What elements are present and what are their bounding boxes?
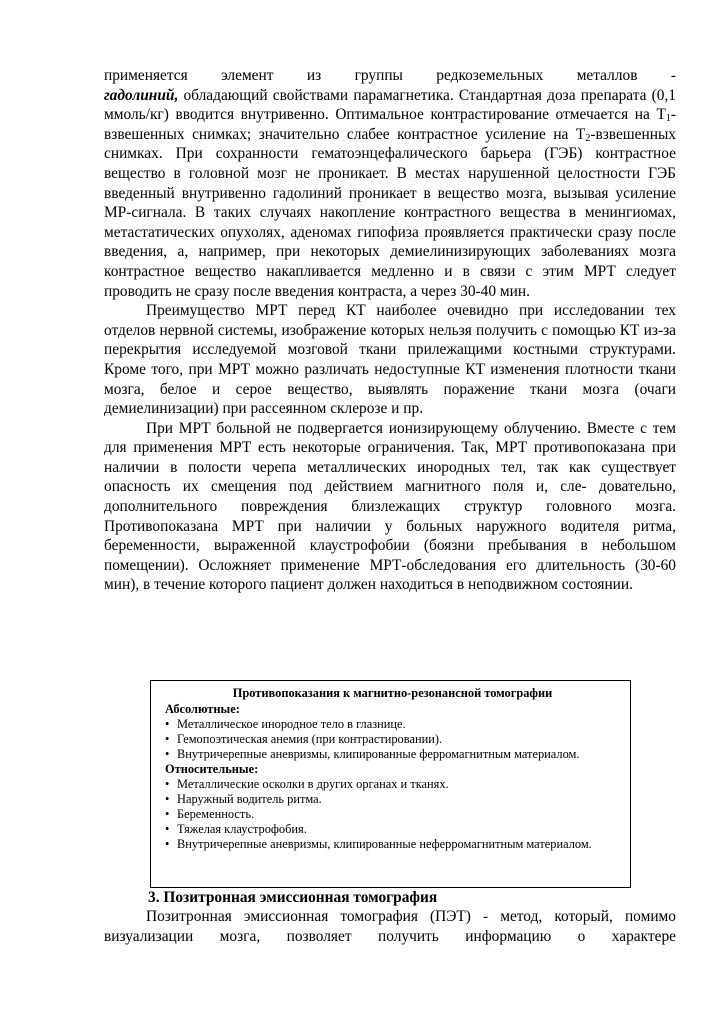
paragraph-contrast-line-1: применяется элемент из группы редкоземельных металлов - bbox=[104, 67, 676, 84]
absolute-heading: Абсолютные: bbox=[165, 702, 240, 716]
body-text bbox=[104, 66, 676, 595]
list-item-text: Металлическое инородное тело в глазнице. bbox=[177, 717, 406, 731]
list-item bbox=[165, 717, 620, 732]
paragraph-contrast-body bbox=[104, 86, 676, 302]
list-item bbox=[165, 822, 620, 837]
box-title: Противопоказания к магнитно-резонансной томографии bbox=[232, 686, 553, 700]
bullet-icon: • bbox=[165, 822, 170, 836]
section-pet-text bbox=[104, 907, 676, 946]
list-item bbox=[165, 792, 620, 807]
bullet-icon: • bbox=[165, 792, 170, 806]
list-item-text: Внутричерепные аневризмы, клипированные неферромагнитным материалом. bbox=[177, 837, 592, 851]
bullet-icon: • bbox=[165, 837, 170, 851]
paragraph-pet: Позитронная эмиссионная томография (ПЭТ) - метод, который, помимо визуализации мозга, позволяет получить информацию о характере bbox=[104, 908, 676, 945]
subscript-t1: 1 bbox=[665, 113, 671, 125]
list-item-text: Внутричерепные аневризмы, клипированные ферромагнитным материалом. bbox=[177, 747, 580, 761]
paragraph-contrast-text-a: обладающий свойствами парамагнетика. Стандартная доза препарата (0,1 ммоль/кг) вводится внутривенно. Оптимальное контрастирование отмечается на T bbox=[104, 86, 676, 124]
paragraph-contrast-text-b: -взвешенных снимках; значительно слабее контрастное усиление на T bbox=[104, 106, 676, 143]
paragraph-mri-advantage: Преимущество МРТ перед КТ наиболее очевидно при исследовании тех отделов нервной системы, изображение которых нельзя получить с помощью КТ из-за перекрытия исследуемой мозговой ткани прилежащими костными структурами. Кроме того, при МРТ можно различать недоступные КТ изменения плотности ткани мозга, белое и серое вещество, выявлять поражение ткани мозга (очаги демиелинизации) при рассеянном склерозе и пр. bbox=[104, 302, 676, 418]
list-item-text: Беременность. bbox=[177, 807, 255, 821]
term-gadolinium: гадолиний, bbox=[104, 86, 179, 104]
relative-list bbox=[165, 777, 620, 852]
list-item bbox=[165, 747, 620, 762]
subscript-t2: 2 bbox=[585, 132, 591, 144]
absolute-list bbox=[165, 717, 620, 762]
bullet-icon: • bbox=[165, 717, 170, 731]
paragraph-contrast-text-c: -взвешенных снимках. При сохранности гематоэнцефалического барьера (ГЭБ) контрастное вещество в головной мозг не проникает. В местах нарушенной целостности ГЭБ введенный внутривенно гадолиний проникает в вещество мозга, вызывая усиление МР-сигнала. В таких случаях накопление контрастного вещества в менингиомах, метастатических опухолях, аденомах гипофиза проявляется практически сразу после введения, а, например, при некоторых демиелинизирующих заболеваниях мозга контрастное вещество накапливается медленно и в связи с этим МРТ следует проводить не сразу после введения контраста, а через 30-40 мин. bbox=[104, 125, 676, 300]
list-item bbox=[165, 732, 620, 747]
bullet-icon: • bbox=[165, 732, 170, 746]
bullet-icon: • bbox=[165, 807, 170, 821]
list-item bbox=[165, 837, 620, 852]
relative-heading: Относительные: bbox=[165, 762, 259, 776]
list-item-text: Металлические осколки в других органах и тканях. bbox=[177, 777, 449, 791]
list-item bbox=[165, 807, 620, 822]
section-heading-pet: 3. Позитронная эмиссионная томография bbox=[148, 889, 438, 906]
paragraph-mri-limitations: При МРТ больной не подвергается ионизирующему облучению. Вместе с тем для применения МРТ есть некоторые ограничения. Так, МРТ противопоказана при наличии в полости черепа металлических инородных тел, так как существует опасность их смещения под действием магнитного поля и, сле- довательно, дополнительного повреждения близлежащих структур головного мозга. Противопоказана МРТ при наличии у больных наружного водителя ритма, беременности, выраженной клаустрофобии (боязни пребывания в небольшом помещении). Осложняет применение МРТ-обследования его длительность (30-60 мин), в течение которого пациент должен находиться в неподвижном состоянии. bbox=[104, 419, 676, 594]
bullet-icon: • bbox=[165, 777, 170, 791]
paragraph-contrast bbox=[104, 66, 676, 86]
list-item-text: Тяжелая клаустрофобия. bbox=[177, 822, 307, 836]
list-item-text: Наружный водитель ритма. bbox=[177, 792, 322, 806]
bullet-icon: • bbox=[165, 747, 170, 761]
list-item bbox=[165, 777, 620, 792]
contraindications-box bbox=[150, 680, 631, 888]
list-item-text: Гемопоэтическая анемия (при контрастировании). bbox=[177, 732, 443, 746]
